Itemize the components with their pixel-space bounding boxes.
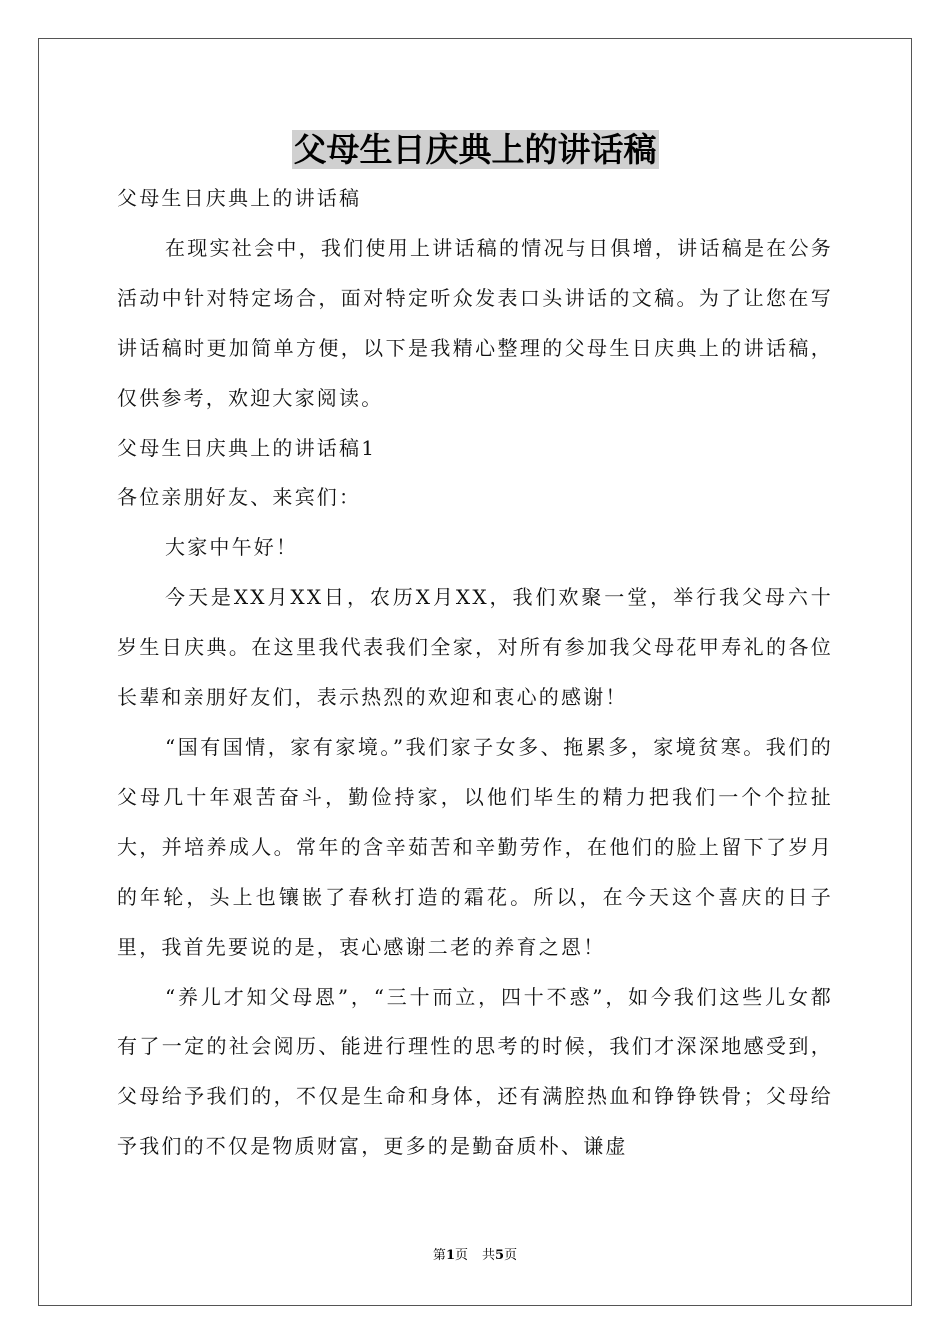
footer-total-suffix: 页: [504, 1248, 518, 1263]
body-paragraph: 大家中午好！: [165, 535, 299, 560]
footer-total-prefix: 共: [482, 1248, 496, 1263]
body-paragraph: 各位亲朋好友、来宾们：: [117, 485, 362, 510]
footer-page-suffix: 页: [454, 1248, 468, 1263]
document-title: [0, 122, 950, 178]
body-paragraph: 父母生日庆典上的讲话稿1: [117, 435, 377, 460]
body-paragraph: 今天是XX月XX日，农历X月XX，我们欢聚一堂，举行我父母六十岁生日庆典。在这里我代表我们全家，对所有参加我父母花甲寿礼的各位长辈和亲朋好友们，表示热烈的欢迎和衷心的感谢！: [117, 585, 833, 710]
body-paragraph: “养儿才知父母恩”，“三十而立，四十不惑”，如今我们这些儿女都有了一定的社会阅历、能进行理性的思考的时候，我们才深深地感受到，父母给予我们的，不仅是生命和身体，还有满腔热血和铮铮铁骨；父母给予我们的不仅是物质财富，更多的是勤奋质朴、谦虚: [117, 984, 833, 1159]
body-paragraph: 父母生日庆典上的讲话稿: [117, 186, 362, 210]
body-paragraph: “国有国情，家有家境。”我们家子女多、拖累多，家境贫寒。我们的父母几十年艰苦奋斗，勤俭持家，以他们毕生的精力把我们一个个拉扯大，并培养成人。常年的含辛茹苦和辛勤劳作，在他们的脸上留下了岁月的年轮，头上也镶嵌了春秋打造的霜花。所以，在今天这个喜庆的日子里，我首先要说的是，衷心感谢二老的养育之恩！: [117, 734, 833, 959]
document-title-text: 父母生日庆典上的讲话稿: [293, 130, 657, 169]
footer-page-prefix: 第: [432, 1248, 446, 1263]
footer-page-total: 5: [495, 1248, 505, 1263]
footer-page-current: 1: [445, 1248, 455, 1263]
document-body: [117, 174, 833, 1172]
body-paragraph: 在现实社会中，我们使用上讲话稿的情况与日俱增，讲话稿是在公务活动中针对特定场合，面对特定听众发表口头讲话的文稿。为了让您在写讲话稿时更加简单方便，以下是我精心整理的父母生日庆典上的讲话稿，仅供参考，欢迎大家阅读。: [117, 235, 833, 410]
page-footer: [0, 1244, 950, 1263]
